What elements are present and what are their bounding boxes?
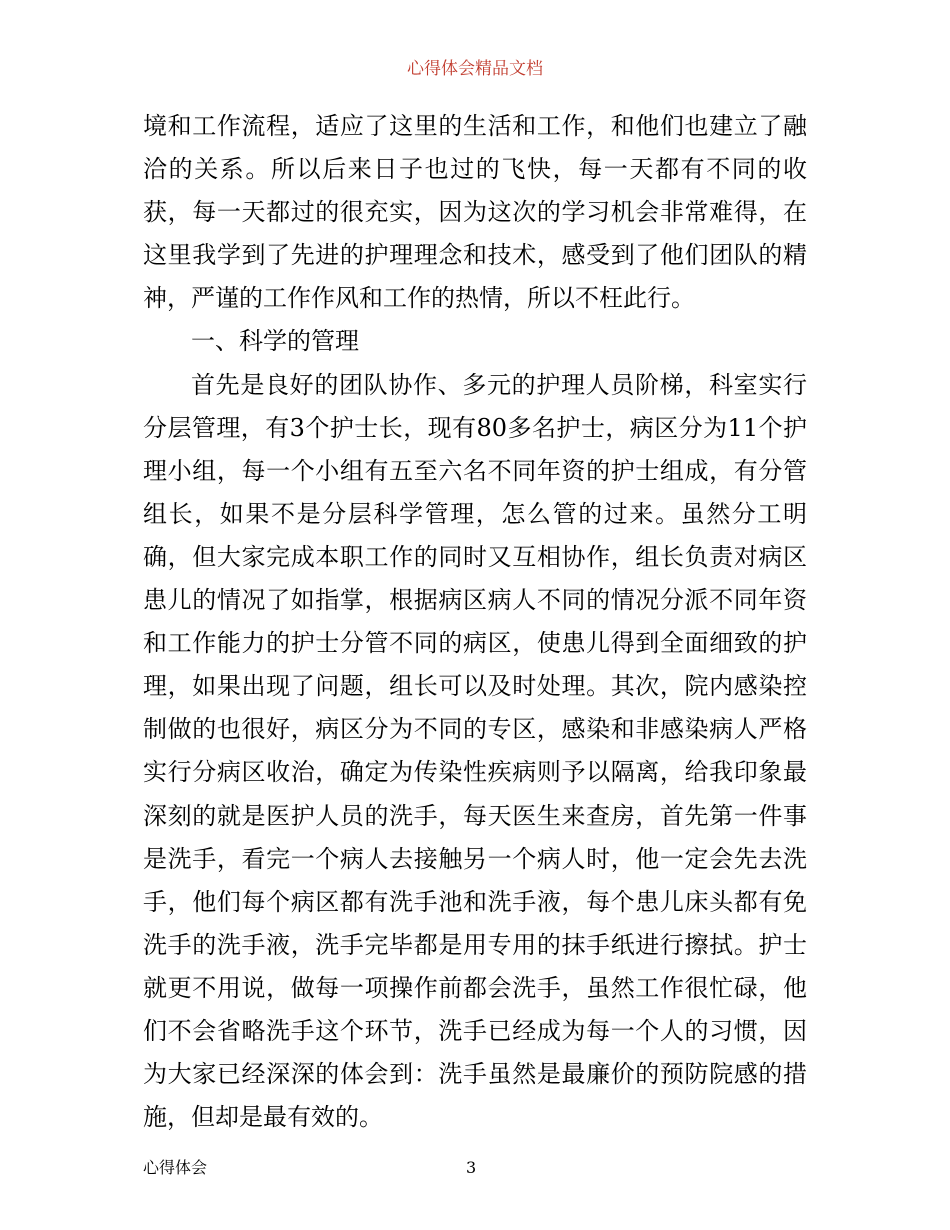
section-heading: 一、科学的管理 [191, 327, 359, 356]
page-header-title: 心得体会精品文档 [407, 59, 543, 79]
paragraph-management: 首先是良好的团队协作、多元的护理人员阶梯，科室实行分层管理，有3个护士长，现有80多名护士，病区分为11个护理小组，每一个小组有五至六名不同年资的护士组成，有分管组长，如果不是分层科学管理，怎么管的过来。虽然分工明确，但大家完成本职工作的同时又互相协作，组长负责对病区患儿的情况了如指掌，根据病区病人不同的情况分派不同年资和工作能力的护士分管不同的病区，使患儿得到全面细致的护理，如果出现了问题，组长可以及时处理。其次，院内感染控制做的也很好，病区分为不同的专区，感染和非感染病人严格实行分病区收治，确定为传染性疾病则予以隔离，给我印象最深刻的就是医护人员的洗手，每天医生来查房，首先第一件事是洗手，看完一个病人去接触另一个病人时，他一定会先去洗手，他们每个病区都有洗手池和洗手液，每个患儿床头都有免洗手的洗手液，洗手完毕都是用专用的抹手纸进行擦拭。护士就更不用说，做每一项操作前都会洗手，虽然工作很忙碌，他们不会省略洗手这个环节，洗手已经成为每一个人的习惯，因为大家已经深深的体会到：洗手虽然是最廉价的预防院感的措施，但却是最有效的。 [143, 370, 807, 1132]
page-number: 3 [466, 1158, 477, 1177]
paragraph-continuation: 境和工作流程，适应了这里的生活和工作，和他们也建立了融洽的关系。所以后来日子也过的飞快，每一天都有不同的收获，每一天都过的很充实，因为这次的学习机会非常难得，在这里我学到了先进的护理理念和技术，感受到了他们团队的精神，严谨的工作作风和工作的热情，所以不枉此行。 [143, 112, 807, 313]
footer-label: 心得体会 [143, 1158, 208, 1177]
document-body [143, 105, 807, 1139]
